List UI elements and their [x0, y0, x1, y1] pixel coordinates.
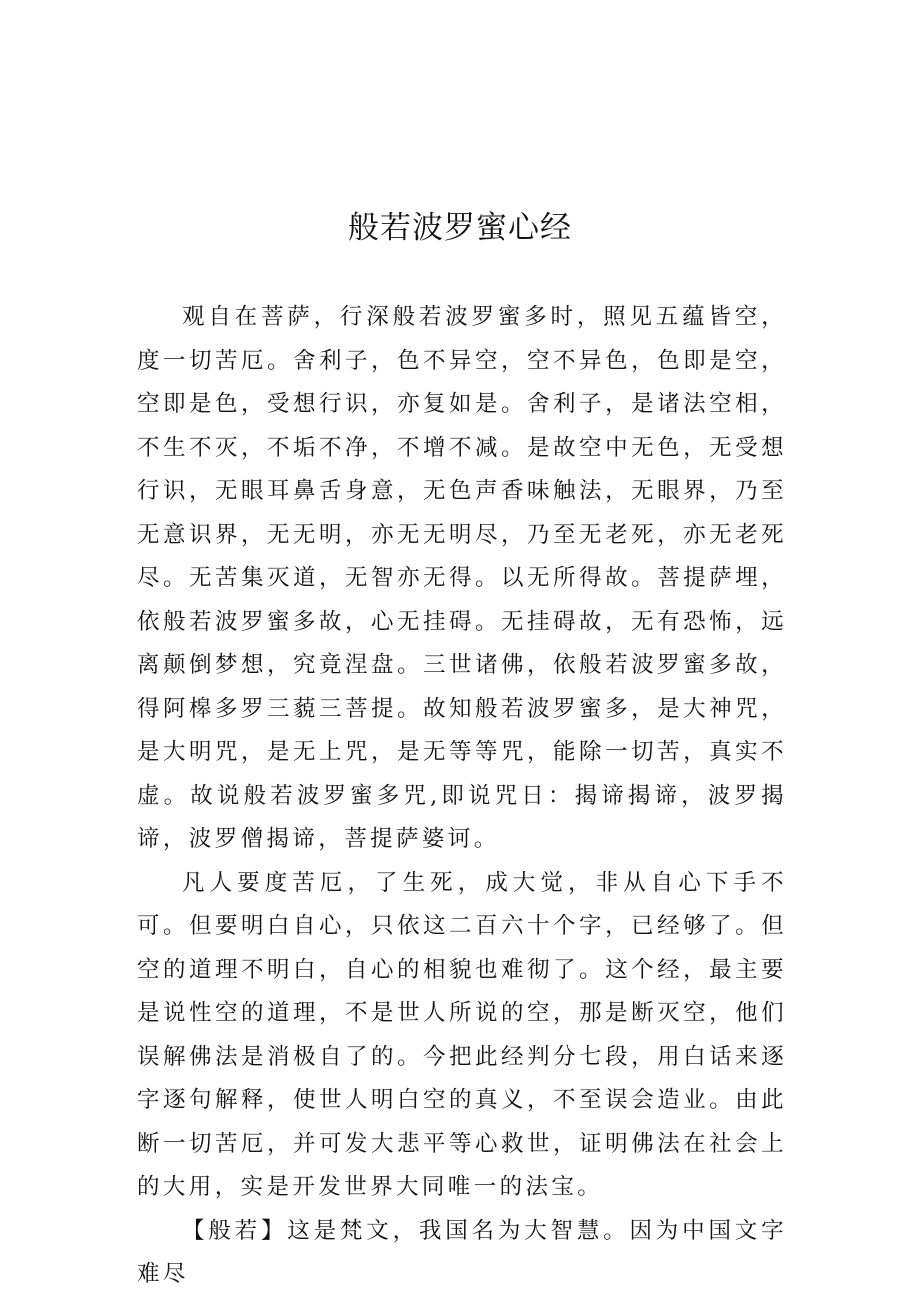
paragraph-prajna-explanation: 【般若】这是梵文，我国名为大智慧。因为中国文字难尽	[137, 1217, 787, 1287]
paragraph-sutra-text: 观自在菩萨，行深般若波罗蜜多时，照见五蕴皆空，度一切苦厄。舍利子，色不异空，空不异色，色即是空，空即是色，受想行识，亦复如是。舍利子，是诸法空相，不生不灭，不垢不净，不增不减。是故空中无色，无受想行识，无眼耳鼻舌身意，无色声香味触法，无眼界，乃至无意识界，无无明，亦无无明尽，乃至无老死，亦无老死尽。无苦集灭道，无智亦无得。以无所得故。菩提萨埋，依般若波罗蜜多故，心无挂碍。无挂碍故，无有恐怖，远离颠倒梦想，究竟涅盘。三世诸佛，依般若波罗蜜多故，得阿槔多罗三藐三菩提。故知般若波罗蜜多，是大神咒，是大明咒，是无上咒，是无等等咒，能除一切苦，真实不虚。故说般若波罗蜜多咒,即说咒日：揭谛揭谛，波罗揭谛，波罗僧揭谛，菩提萨婆诃。	[137, 304, 787, 852]
paragraph-introduction: 凡人要度苦厄，了生死，成大觉，非从自心下手不可。但要明白自心，只依这二百六十个字，已经够了。但空的道理不明白，自心的相貌也难彻了。这个经，最主要是说性空的道理，不是世人所说的空，那是断灭空，他们误解佛法是消极自了的。今把此经判分七段，用白话来逐字逐句解释，使世人明白空的真义，不至误会造业。由此断一切苦厄，并可发大悲平等心救世，证明佛法在社会上的大用，实是开发世界大同唯一的法宝。	[137, 869, 787, 1200]
document-body	[137, 296, 787, 1297]
document-title: 般若波罗蜜心经	[348, 210, 572, 246]
